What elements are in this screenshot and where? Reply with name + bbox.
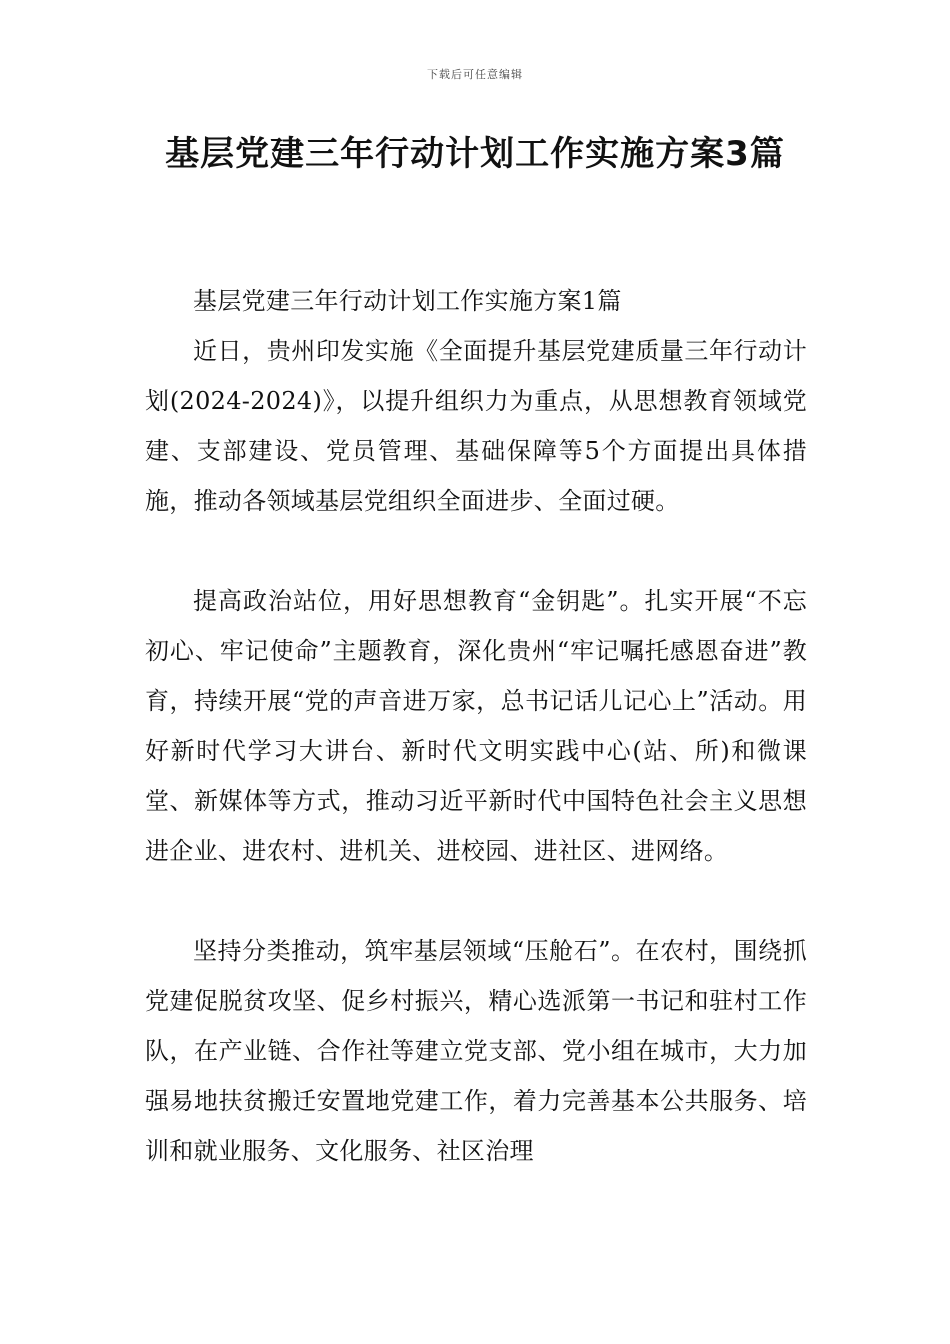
header-note: 下载后可任意编辑 [427,68,523,81]
document-body [145,276,807,1176]
document-title: 基层党建三年行动计划工作实施方案3篇 [165,134,785,174]
paragraph-classified-promotion: 坚持分类推动，筑牢基层领域“压舱石”。在农村，围绕抓党建促脱贫攻坚、促乡村振兴，精心选派第一书记和驻村工作队，在产业链、合作社等建立党支部、党小组在城市，大力加强易地扶贫搬迁安置地党建工作，着力完善基本公共服务、培训和就业服务、文化服务、社区治理 [145,937,807,1165]
section-heading: 基层党建三年行动计划工作实施方案1篇 [193,287,622,315]
paragraph-political-position: 提高政治站位，用好思想教育“金钥匙”。扎实开展“不忘初心、牢记使命”主题教育，深化贵州“牢记嘱托感恩奋进”教育，持续开展“党的声音进万家，总书记话儿记心上”活动。用好新时代学习大讲台、新时代文明实践中心(站、所)和微课堂、新媒体等方式，推动习近平新时代中国特色社会主义思想进企业、进农村、进机关、进校园、进社区、进网络。 [145,587,807,865]
paragraph-intro: 近日，贵州印发实施《全面提升基层党建质量三年行动计划(2024-2024)》，以提升组织力为重点，从思想教育领域党建、支部建设、党员管理、基础保障等5个方面提出具体措施，推动各领域基层党组织全面进步、全面过硬。 [145,337,807,515]
